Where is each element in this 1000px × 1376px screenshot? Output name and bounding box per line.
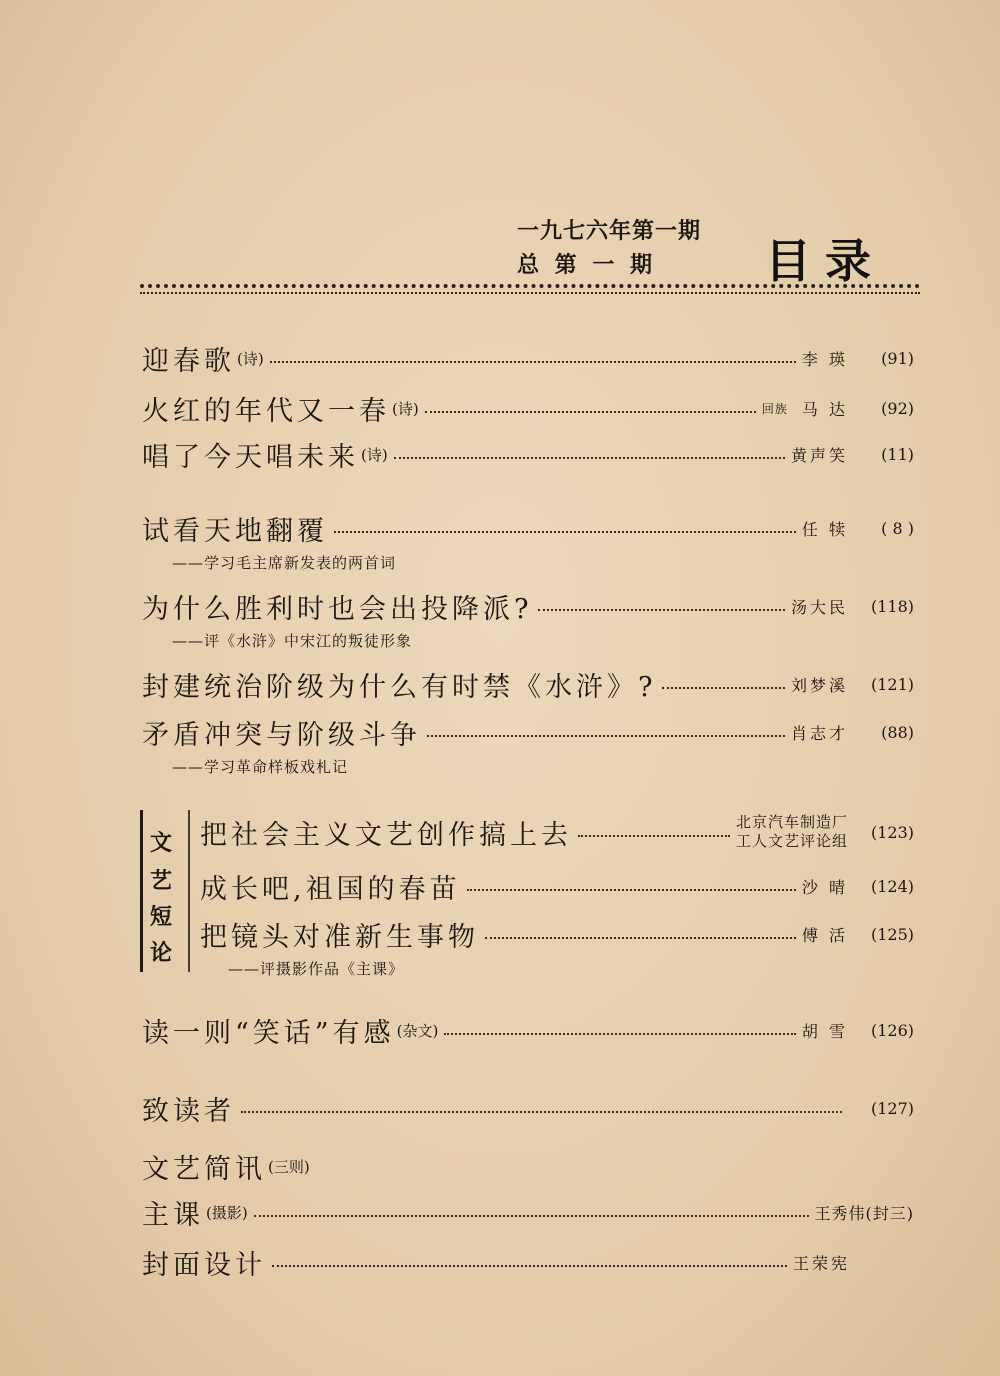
entry-title: 把镜头对准新生事物 bbox=[200, 921, 479, 953]
entry-title: 为什么胜利时也会出投降派? bbox=[142, 593, 533, 625]
issue-year-line: 一九七六年第一期 bbox=[517, 219, 702, 244]
leader-dots bbox=[662, 687, 785, 689]
leader-dots bbox=[254, 1215, 809, 1217]
entry-page: (127) bbox=[870, 1098, 914, 1118]
entry-tag: (杂文) bbox=[396, 1021, 439, 1040]
entry-title: 唱了今天唱未来 bbox=[142, 441, 359, 473]
entry-author: 王秀伟(封三) bbox=[814, 1203, 914, 1223]
entry-author bbox=[736, 813, 848, 851]
entry-page: ( 8 ) bbox=[881, 518, 914, 538]
entry-title: 火红的年代又一春 bbox=[142, 395, 390, 427]
leader-dots bbox=[270, 361, 796, 363]
leader-dots bbox=[485, 937, 796, 939]
entry-ethnicity: 回族 bbox=[761, 401, 788, 416]
leader-dots bbox=[444, 1033, 796, 1035]
leader-dots bbox=[538, 609, 785, 611]
entry-author: 汤大民 bbox=[790, 597, 848, 617]
entry-title: 成长吧,祖国的春苗 bbox=[200, 873, 461, 905]
toc-entry[interactable] bbox=[142, 388, 914, 428]
entry-tag: (三则) bbox=[268, 1157, 310, 1176]
entry-author: 肖志才 bbox=[790, 723, 848, 743]
entry-subtitle: ——评摄影作品《主课》 bbox=[228, 960, 405, 978]
toc-entry[interactable] bbox=[200, 914, 914, 954]
leader-dots bbox=[394, 457, 785, 459]
section-label-char: 论 bbox=[150, 941, 173, 966]
toc-entry[interactable] bbox=[200, 866, 914, 906]
entry-title: 主课 bbox=[142, 1199, 204, 1231]
section-bracket-right bbox=[188, 810, 190, 972]
entry-page: (121) bbox=[870, 674, 914, 694]
entry-title: 封面设计 bbox=[142, 1249, 266, 1281]
entry-subtitle: ——评《水浒》中宋江的叛徒形象 bbox=[172, 632, 413, 650]
entry-subtitle: ——学习毛主席新发表的两首词 bbox=[172, 554, 397, 572]
entry-page: (88) bbox=[881, 722, 914, 742]
entry-author: 胡 雪 bbox=[801, 1021, 848, 1041]
entry-author: 傅 活 bbox=[801, 925, 848, 945]
toc-entry[interactable] bbox=[200, 812, 914, 852]
entry-title: 致读者 bbox=[142, 1095, 235, 1127]
section-label-char: 艺 bbox=[150, 869, 173, 894]
entry-author: 马 达 bbox=[801, 399, 848, 419]
entry-page: (124) bbox=[870, 876, 914, 896]
entry-author-line2: 工人文艺评论组 bbox=[735, 832, 848, 850]
entry-title: 读一则“笑话”有感 bbox=[142, 1017, 395, 1049]
leader-dots bbox=[427, 735, 785, 737]
entry-page: (92) bbox=[881, 398, 914, 418]
toc-entry[interactable] bbox=[142, 1010, 914, 1050]
entry-author: 王荣宪 bbox=[792, 1253, 850, 1273]
toc-entry[interactable] bbox=[142, 1242, 850, 1282]
toc-entry[interactable] bbox=[142, 1192, 914, 1232]
entry-page: (125) bbox=[870, 924, 914, 944]
toc-entry[interactable] bbox=[142, 1088, 914, 1128]
entry-page: (126) bbox=[870, 1020, 914, 1040]
entry-title: 迎春歌 bbox=[142, 345, 235, 377]
entry-title: 封建统治阶级为什么有时禁《水浒》? bbox=[142, 671, 657, 703]
toc-entry[interactable] bbox=[142, 664, 914, 704]
page-title: 目录 bbox=[765, 234, 885, 288]
section-bracket bbox=[140, 810, 143, 972]
section-label-char: 短 bbox=[150, 905, 173, 930]
entry-page: (91) bbox=[881, 348, 914, 368]
toc-entry[interactable] bbox=[142, 434, 914, 474]
entry-tag: (诗) bbox=[392, 399, 419, 418]
entry-author-line1: 北京汽车制造厂 bbox=[735, 813, 848, 831]
issue-total-line: 总 第 一 期 bbox=[517, 253, 653, 278]
toc-entry[interactable] bbox=[142, 712, 914, 752]
header-divider-thin bbox=[140, 292, 920, 294]
entry-author: 刘梦溪 bbox=[790, 675, 848, 695]
leader-dots bbox=[334, 531, 796, 533]
leader-dots bbox=[241, 1111, 842, 1113]
section-label-char: 文 bbox=[150, 831, 173, 856]
entry-tag: (诗) bbox=[237, 349, 264, 368]
toc-entry[interactable] bbox=[142, 586, 914, 626]
entry-page: (11) bbox=[881, 444, 914, 464]
leader-dots bbox=[467, 889, 796, 891]
entry-author: 黄声笑 bbox=[790, 445, 848, 465]
leader-dots bbox=[578, 835, 730, 837]
entry-title: 矛盾冲突与阶级斗争 bbox=[142, 719, 421, 751]
entry-author: 沙 晴 bbox=[801, 877, 848, 897]
entry-subtitle: ——学习革命样板戏札记 bbox=[172, 758, 349, 776]
leader-dots bbox=[272, 1265, 787, 1267]
entry-author: 任 犊 bbox=[801, 519, 848, 539]
toc-entry[interactable] bbox=[142, 338, 914, 378]
entry-page: (118) bbox=[870, 596, 914, 616]
entry-title: 文艺简讯 bbox=[142, 1153, 266, 1185]
leader-dots bbox=[425, 411, 756, 413]
entry-title: 把社会主义文艺创作搞上去 bbox=[200, 819, 572, 851]
entry-title: 试看天地翻覆 bbox=[142, 515, 328, 547]
entry-page: (123) bbox=[870, 822, 914, 842]
entry-tag: (摄影) bbox=[206, 1203, 248, 1222]
header-divider bbox=[140, 284, 920, 288]
entry-tag: (诗) bbox=[361, 445, 388, 464]
toc-entry[interactable] bbox=[142, 1146, 914, 1186]
entry-author: 李 瑛 bbox=[801, 349, 848, 369]
toc-entry[interactable] bbox=[142, 508, 914, 548]
